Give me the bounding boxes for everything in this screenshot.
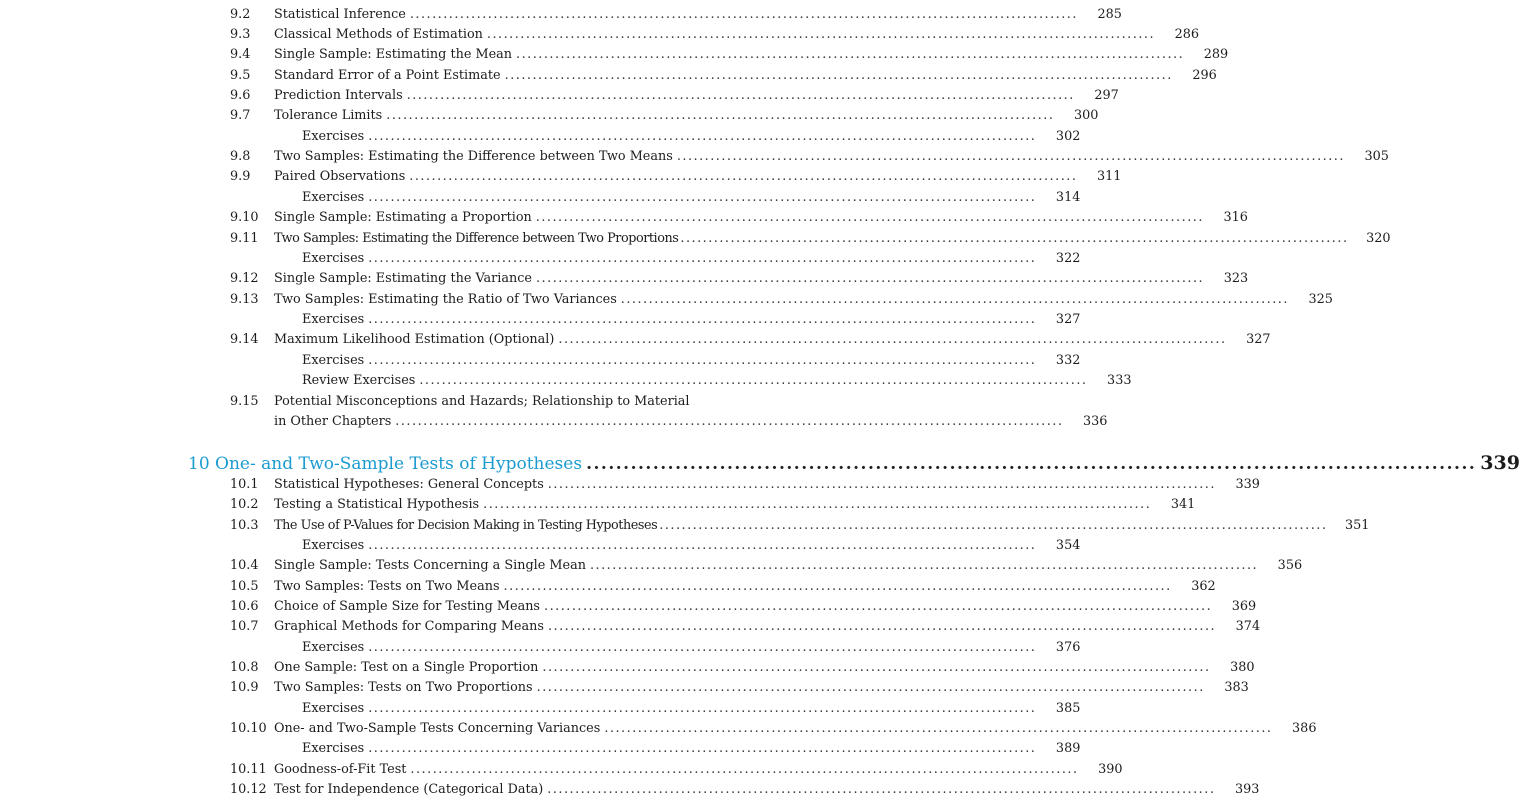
section-title: Single Sample: Estimating a Proportion [274, 210, 532, 225]
dot-leader: ........................................................................................................................ [419, 373, 1088, 388]
page-number: 341 [1170, 497, 1196, 512]
section-number: 9.4 [230, 47, 251, 62]
dot-leader: ........................................................................................................................ [368, 353, 1037, 368]
section-title: Exercises [302, 701, 365, 716]
dot-leader: ........................................................................................................................ [368, 640, 1037, 655]
toc-entry[interactable] [230, 5, 1122, 25]
page-number: 327 [1055, 312, 1081, 327]
section-title: One- and Two-Sample Tests Concerning Variances [274, 721, 601, 736]
section-number: 9.3 [230, 27, 251, 42]
dot-leader: ........................................................................................................................ [558, 332, 1227, 347]
dot-leader: ........................................................................................................................ [368, 701, 1037, 716]
section-title: Paired Observations [274, 169, 406, 184]
section-title: Two Samples: Estimating the Difference between Two Means [274, 149, 673, 164]
toc-entry-exercises[interactable] [230, 351, 1081, 371]
section-number: 9.7 [230, 108, 251, 123]
section-title: Exercises [302, 741, 365, 756]
section-title: Goodness-of-Fit Test [274, 762, 407, 777]
dot-leader: ........................................................................................................................ [589, 558, 1259, 573]
page-number: 383 [1224, 680, 1249, 695]
section-number: 10.5 [230, 579, 259, 594]
page-number: 374 [1235, 619, 1261, 634]
page-number: 393 [1234, 782, 1260, 797]
section-number: 10.12 [230, 782, 267, 797]
toc-entry[interactable] [230, 330, 1271, 350]
section-title: Tolerance Limits [274, 108, 383, 123]
page-number: 325 [1308, 292, 1333, 307]
section-number: 10.1 [230, 477, 259, 492]
section-title: Statistical Inference [274, 7, 406, 22]
dot-leader: ........................................................................................................................ [586, 454, 1477, 474]
section-title: Testing a Statistical Hypothesis [274, 497, 480, 512]
section-title: Two Samples: Estimating the Ratio of Two Variances [274, 292, 617, 307]
toc-entry[interactable] [230, 780, 1260, 800]
chapter-heading[interactable] [188, 451, 1520, 475]
toc-entry[interactable] [230, 577, 1216, 597]
dot-leader: ........................................................................................................................ [368, 190, 1037, 205]
section-number: 10.7 [230, 619, 259, 634]
section-number: 10.4 [230, 558, 259, 573]
section-title: Two Samples: Tests on Two Proportions [274, 680, 533, 695]
toc-entry-exercises[interactable] [230, 127, 1081, 147]
section-title: Prediction Intervals [274, 88, 403, 103]
page-number: 323 [1223, 271, 1249, 286]
section-title: Single Sample: Estimating the Mean [274, 47, 513, 62]
section-number: 10.3 [230, 518, 259, 533]
dot-leader: ........................................................................................................................ [486, 27, 1156, 42]
page-number: 289 [1203, 47, 1229, 62]
toc-entry[interactable] [230, 516, 1370, 536]
section-title: Exercises [302, 538, 365, 553]
page-number: 320 [1366, 231, 1391, 246]
page-number: 385 [1055, 701, 1081, 716]
section-title: Standard Error of a Point Estimate [274, 68, 501, 83]
toc-entry[interactable] [230, 475, 1260, 495]
section-title: One Sample: Test on a Single Proportion [274, 660, 539, 675]
section-title: Single Sample: Tests Concerning a Single Mean [274, 558, 586, 573]
toc-entry[interactable] [230, 86, 1119, 106]
toc-entry[interactable] [230, 760, 1123, 780]
toc-entry[interactable] [230, 66, 1217, 86]
section-number: 10.6 [230, 599, 259, 614]
toc-entry[interactable] [230, 106, 1099, 126]
dot-leader: ........................................................................................................................ [516, 47, 1185, 62]
section-title: Classical Methods of Estimation [274, 27, 483, 42]
toc-entry-exercises[interactable] [230, 638, 1081, 658]
chapter-number: 10 [188, 454, 210, 474]
section-number: 9.5 [230, 68, 251, 83]
toc-entry-review-exercises[interactable] [230, 371, 1132, 391]
section-title: Two Samples: Tests on Two Means [274, 579, 500, 594]
toc-entry[interactable] [230, 290, 1333, 310]
toc-entry[interactable] [230, 269, 1249, 289]
page-number: 305 [1364, 149, 1389, 164]
dot-leader: ........................................................................................................................ [542, 660, 1211, 675]
section-title: Exercises [302, 129, 365, 144]
section-title: The Use of P-Values for Decision Making in Testing Hypotheses [274, 518, 658, 533]
toc-entry-continuation[interactable] [230, 412, 1108, 432]
dot-leader: ........................................................................................................................ [368, 741, 1037, 756]
page-number: 296 [1192, 68, 1217, 83]
page-number: 285 [1097, 7, 1122, 22]
dot-leader: ........................................................................................................................ [368, 312, 1037, 327]
section-title: in Other Chapters [274, 414, 392, 429]
toc-entry[interactable] [230, 617, 1261, 637]
page-number: 351 [1344, 518, 1370, 533]
page-number: 369 [1231, 599, 1257, 614]
dot-leader: ........................................................................................................................ [659, 518, 1328, 533]
dot-leader: ........................................................................................................................ [368, 129, 1037, 144]
section-title: Review Exercises [302, 373, 416, 388]
dot-leader: ........................................................................................................................ [504, 68, 1173, 83]
toc-entry-exercises[interactable] [230, 188, 1081, 208]
chapter-title [188, 452, 582, 476]
dot-leader: ........................................................................................................................ [409, 169, 1078, 184]
page-number: 362 [1191, 579, 1216, 594]
page-number: 322 [1055, 251, 1081, 266]
dot-leader: ........................................................................................................................ [604, 721, 1273, 736]
dot-leader: ........................................................................................................................ [386, 108, 1055, 123]
section-title: Exercises [302, 353, 365, 368]
page-number: 316 [1223, 210, 1248, 225]
section-number: 9.10 [230, 210, 259, 225]
dot-leader: ........................................................................................................................ [680, 231, 1349, 246]
section-number: 9.2 [230, 7, 251, 22]
toc-entry[interactable] [230, 597, 1257, 617]
page-number: 311 [1096, 169, 1122, 184]
section-title: Statistical Hypotheses: General Concepts [274, 477, 544, 492]
dot-leader: ........................................................................................................................ [409, 7, 1078, 22]
toc-entry-exercises[interactable] [230, 699, 1081, 719]
dot-leader: ........................................................................................................................ [395, 414, 1064, 429]
page-number: 354 [1055, 538, 1081, 553]
toc-entry[interactable] [230, 658, 1255, 678]
toc-entry[interactable] [230, 25, 1200, 45]
toc-entry[interactable] [230, 719, 1317, 739]
section-number: 10.10 [230, 721, 267, 736]
section-number: 9.8 [230, 149, 251, 164]
dot-leader: ........................................................................................................................ [547, 619, 1217, 634]
dot-leader: ........................................................................................................................ [547, 782, 1216, 797]
section-number: 9.11 [230, 231, 259, 246]
page-number: 300 [1073, 108, 1099, 123]
toc-entry-exercises[interactable] [230, 249, 1081, 269]
section-number: 10.9 [230, 680, 259, 695]
section-number: 10.11 [230, 762, 267, 777]
section-number: 9.6 [230, 88, 251, 103]
dot-leader: ........................................................................................................................ [368, 251, 1037, 266]
toc-entry[interactable] [230, 495, 1196, 515]
section-number: 9.14 [230, 332, 259, 347]
dot-leader: ........................................................................................................................ [535, 271, 1205, 286]
section-number: 9.13 [230, 292, 259, 307]
section-title: Choice of Sample Size for Testing Means [274, 599, 541, 614]
page-number: 332 [1055, 353, 1081, 368]
dot-leader: ........................................................................................................................ [547, 477, 1216, 492]
section-number: 10.2 [230, 497, 259, 512]
section-title: Single Sample: Estimating the Variance [274, 271, 532, 286]
section-number: 10.8 [230, 660, 259, 675]
section-title: Exercises [302, 251, 365, 266]
dot-leader: ........................................................................................................................ [406, 88, 1075, 103]
chapter-page-number: 339 [1480, 452, 1520, 474]
toc-entry[interactable] [230, 45, 1229, 65]
toc-entry[interactable] [230, 229, 1391, 249]
page-number: 327 [1246, 332, 1271, 347]
section-title: Graphical Methods for Comparing Means [274, 619, 544, 634]
page-number: 386 [1292, 721, 1317, 736]
page-number: 380 [1230, 660, 1255, 675]
dot-leader: ........................................................................................................................ [368, 538, 1037, 553]
page-number: 389 [1055, 741, 1081, 756]
dot-leader: ........................................................................................................................ [483, 497, 1152, 512]
toc-entry[interactable] [230, 556, 1303, 576]
section-number: 9.12 [230, 271, 259, 286]
section-title: Exercises [302, 640, 365, 655]
toc-entry[interactable] [230, 167, 1122, 187]
toc-entry-exercises[interactable] [230, 310, 1081, 330]
page-number: 286 [1174, 27, 1200, 42]
toc-entry[interactable] [230, 147, 1389, 167]
page-number: 390 [1098, 762, 1123, 777]
page-number: 376 [1055, 640, 1081, 655]
dot-leader: ........................................................................................................................ [676, 149, 1345, 164]
section-title: Exercises [302, 312, 365, 327]
dot-leader: ........................................................................................................................ [620, 292, 1289, 307]
page-number: 297 [1094, 88, 1119, 103]
toc-entry-exercises[interactable] [230, 536, 1081, 556]
page-number: 333 [1107, 373, 1132, 388]
section-number: 9.15 [230, 394, 259, 409]
dot-leader: ........................................................................................................................ [535, 210, 1204, 225]
section-title: Potential Misconceptions and Hazards; Relationship to Material [274, 394, 690, 409]
section-title: Exercises [302, 190, 365, 205]
page-number: 302 [1055, 129, 1081, 144]
page-number: 339 [1235, 477, 1260, 492]
section-title: Maximum Likelihood Estimation (Optional) [274, 332, 555, 347]
toc-entry[interactable] [230, 208, 1248, 228]
chapter-title-text: One- and Two-Sample Tests of Hypotheses [215, 454, 583, 474]
page-number: 356 [1277, 558, 1303, 573]
dot-leader: ........................................................................................................................ [503, 579, 1172, 594]
section-number: 9.9 [230, 169, 251, 184]
section-title: Test for Independence (Categorical Data) [274, 782, 544, 797]
dot-leader: ........................................................................................................................ [410, 762, 1079, 777]
page-number: 314 [1055, 190, 1081, 205]
toc-entry-exercises[interactable] [230, 739, 1081, 759]
dot-leader: ........................................................................................................................ [536, 680, 1205, 695]
dot-leader: ........................................................................................................................ [544, 599, 1213, 614]
page-number: 336 [1083, 414, 1108, 429]
section-title: Two Samples: Estimating the Difference between Two Proportions [274, 231, 679, 246]
toc-entry[interactable] [230, 392, 735, 412]
toc-entry[interactable] [230, 678, 1249, 698]
